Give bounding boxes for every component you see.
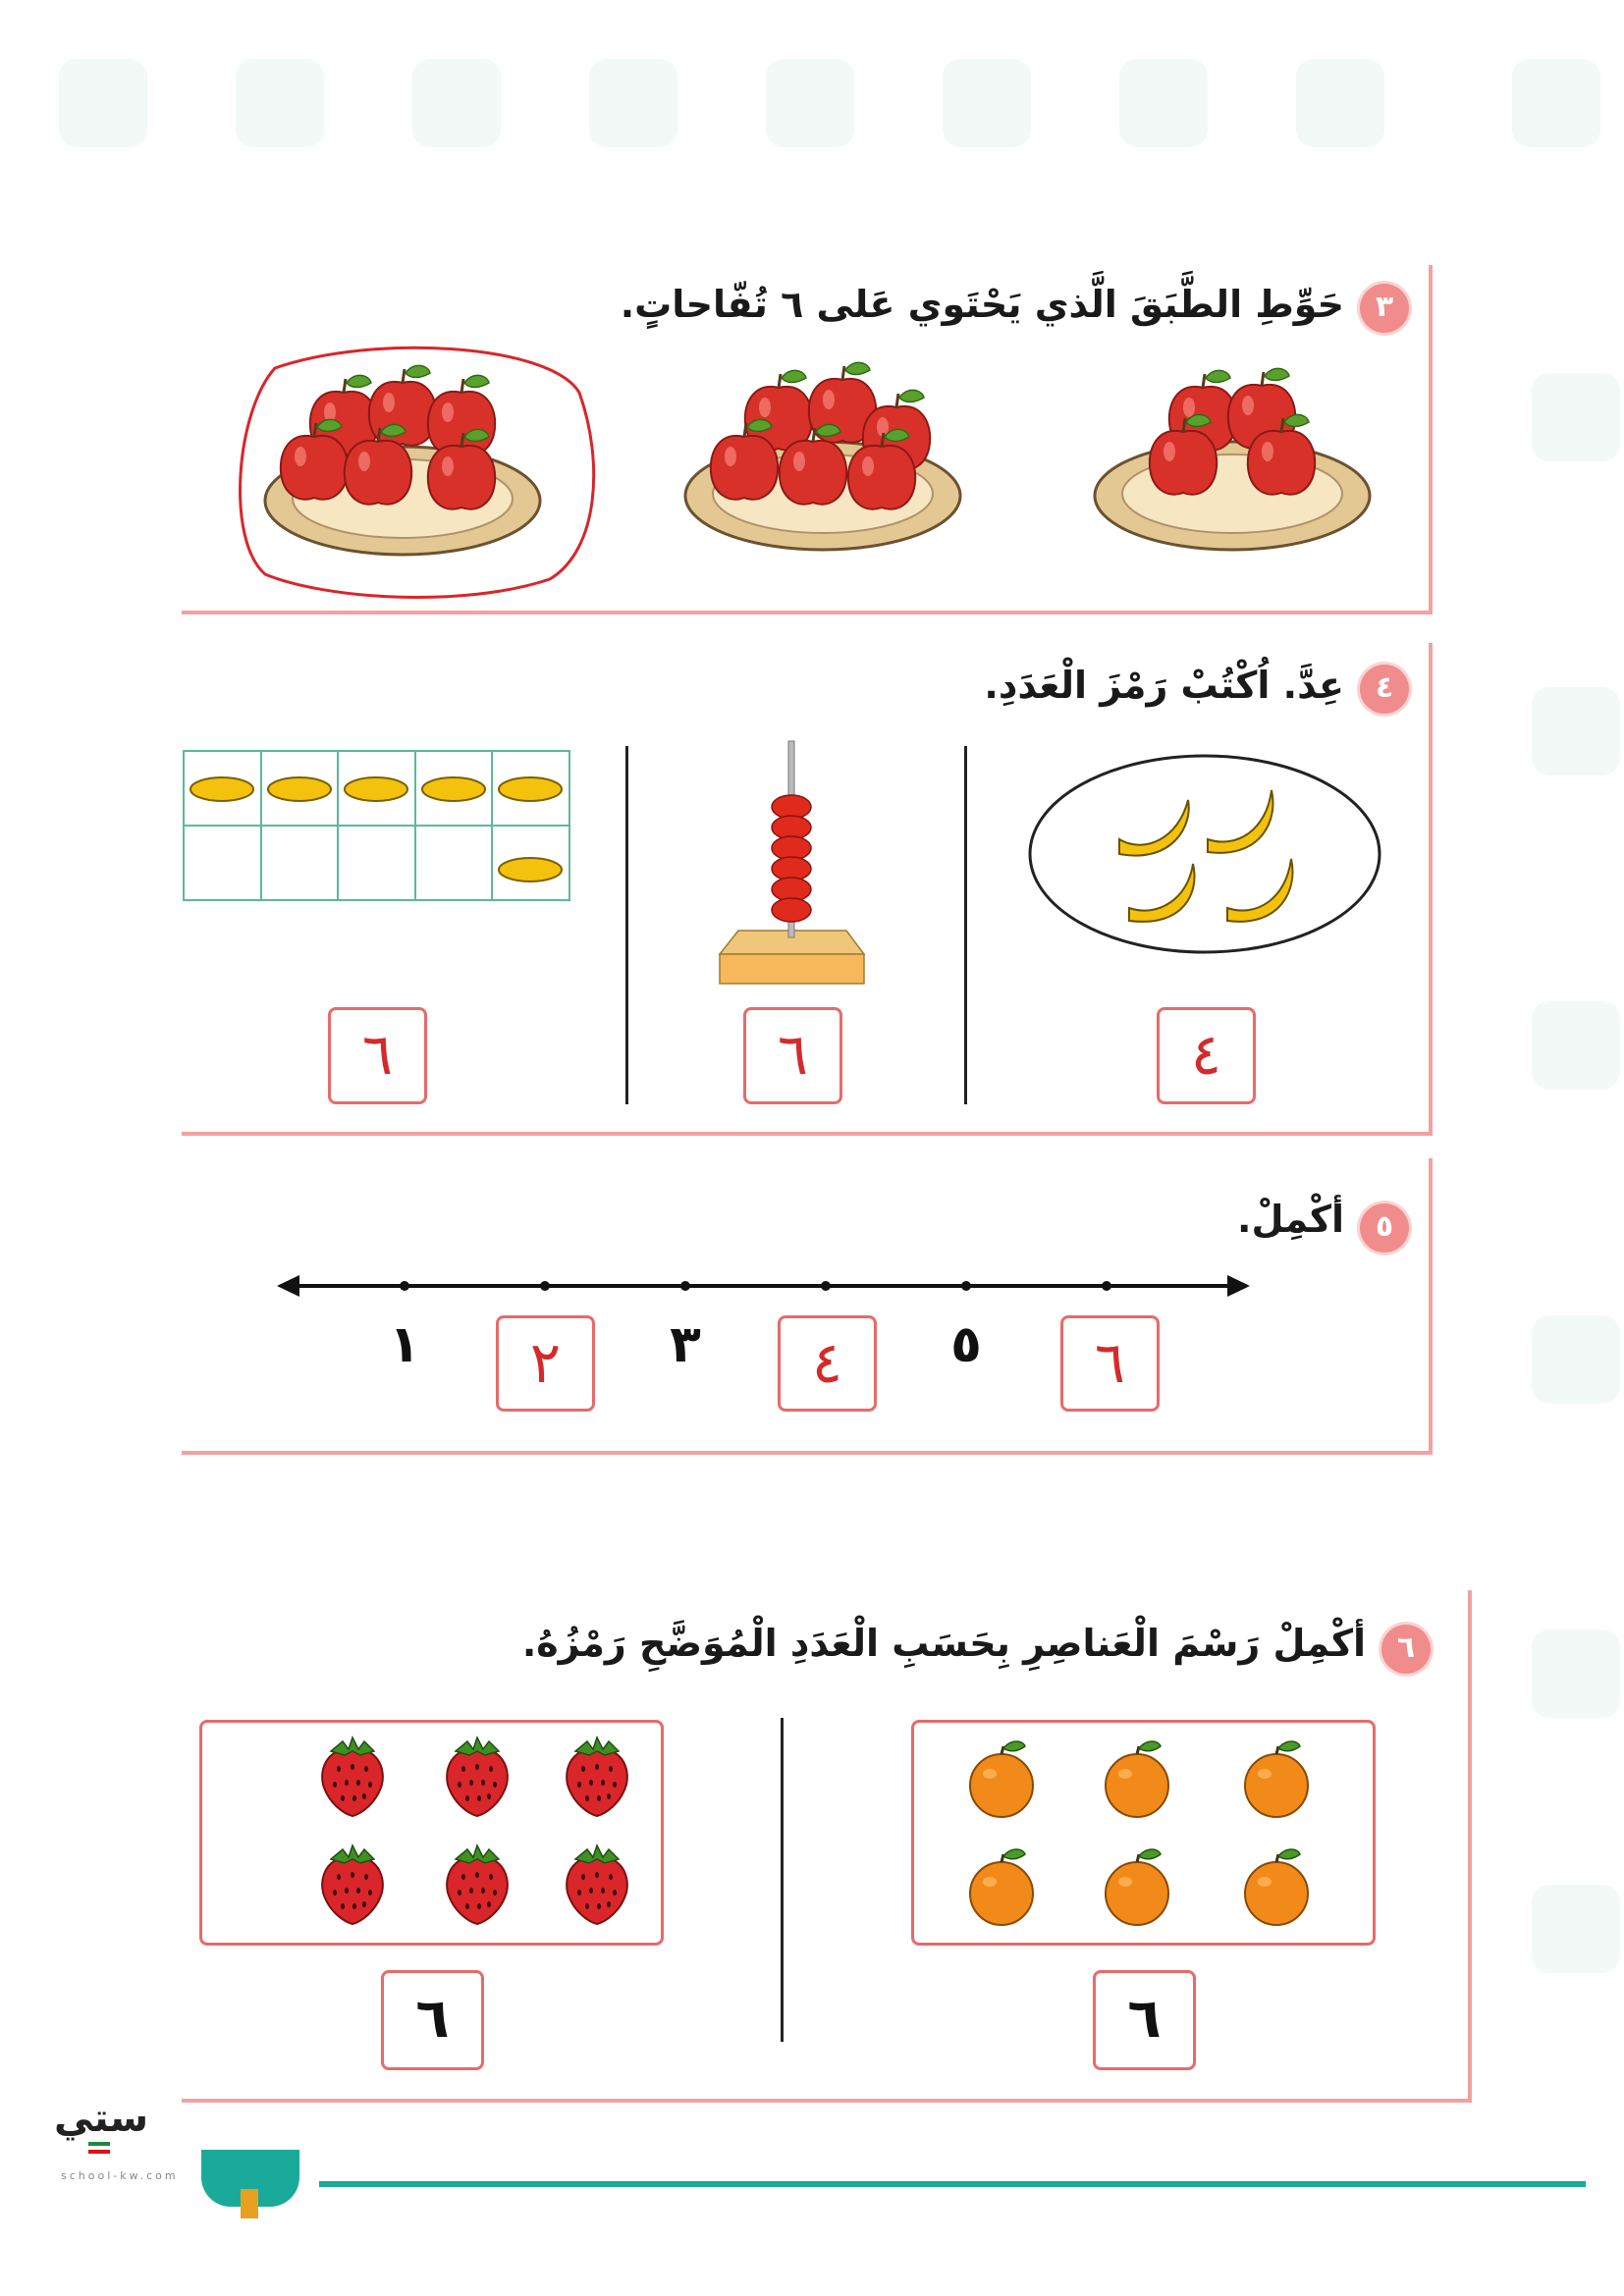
footer-logo-stem xyxy=(241,2189,258,2218)
answer-box-ten-frame[interactable]: ٦ xyxy=(328,1007,427,1104)
number-line-value: ٥ xyxy=(950,1315,982,1374)
footer-brand-text: ستي xyxy=(54,2096,149,2141)
answer-box-abacus[interactable]: ٦ xyxy=(743,1007,842,1104)
footer-kuwait-flag xyxy=(88,2142,110,2154)
number-line-value: ٣ xyxy=(670,1315,701,1374)
strawberry xyxy=(567,1737,627,1816)
question-6-text: أكْمِلْ رَسْمَ الْعَناصِرِ بِحَسَبِ الْعَدَدِ الْمُوَضَّحِ رَمْزُهُ. xyxy=(521,1622,1366,1665)
orange xyxy=(1245,1849,1308,1925)
orange xyxy=(970,1741,1033,1817)
strawberry xyxy=(447,1845,508,1924)
question-4-number: ٤ xyxy=(1360,665,1409,714)
orange xyxy=(1106,1849,1168,1925)
question-5-number: ٥ xyxy=(1360,1203,1409,1253)
strawberry xyxy=(567,1845,627,1924)
footer-line xyxy=(319,2181,1586,2187)
number-line-value: ١ xyxy=(389,1315,420,1374)
question-3-text: حَوِّطِ الطَّبَقَ الَّذي يَحْتَوي عَلى ٦ تُفّاحاتٍ. xyxy=(620,283,1344,326)
number-line-answer-box[interactable]: ٢ xyxy=(496,1315,595,1412)
strawberry xyxy=(447,1737,508,1816)
orange xyxy=(1106,1741,1168,1817)
orange xyxy=(970,1849,1033,1925)
question-3-number: ٣ xyxy=(1360,284,1409,333)
question-5-text: أكْمِلْ. xyxy=(1237,1198,1344,1241)
answer-box-bananas[interactable]: ٤ xyxy=(1157,1007,1256,1104)
footer-site-text: school-kw.com xyxy=(61,2169,179,2182)
strawberry xyxy=(322,1737,383,1816)
strawberry xyxy=(322,1845,383,1924)
orange-count-box: ٦ xyxy=(1093,1970,1196,2070)
number-line-answer-box[interactable]: ٤ xyxy=(778,1315,877,1412)
orange xyxy=(1245,1741,1308,1817)
question-6-number: ٦ xyxy=(1381,1625,1431,1674)
number-line-answer-box[interactable]: ٦ xyxy=(1060,1315,1160,1412)
question-4-text: عِدَّ. اُكْتُبْ رَمْزَ الْعَدَدِ. xyxy=(984,664,1344,707)
strawberry-count-box: ٦ xyxy=(381,1970,484,2070)
